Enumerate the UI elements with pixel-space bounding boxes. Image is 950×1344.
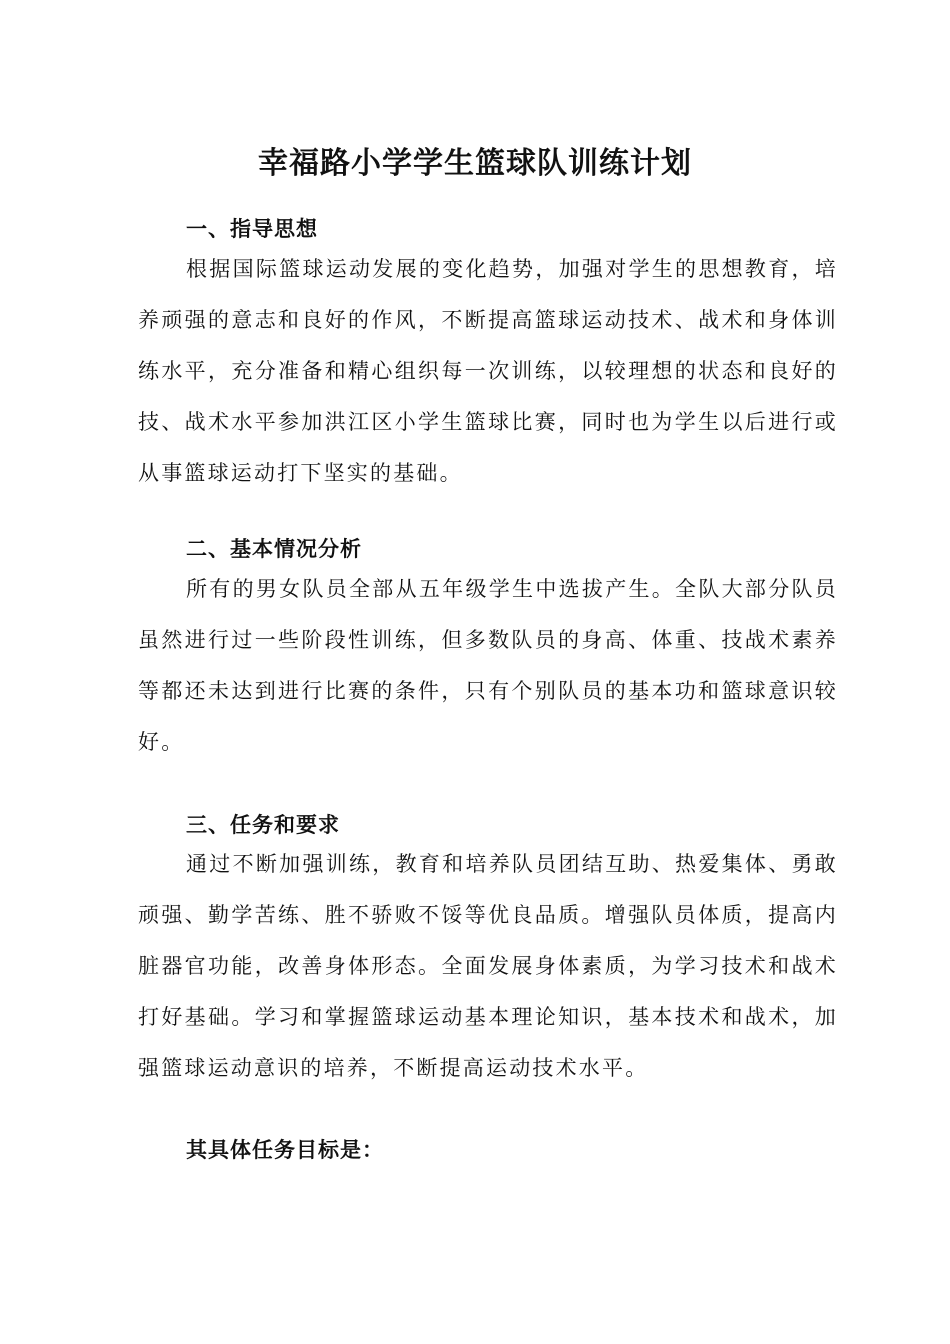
section-heading-tasks-requirements: 三、任务和要求 — [186, 813, 340, 837]
subheading-specific-goals: 其具体任务目标是： — [186, 1138, 384, 1162]
section-body-tasks-requirements: 通过不断加强训练，教育和培养队员团结互助、热爱集体、勇敢顽强、勤学苦练、胜不骄败不馁等优良品质。增强队员体质，提高内脏器官功能，改善身体形态。全面发展身体素质，为学习技术和战术打好基础。学习和掌握篮球运动基本理论知识，基本技术和战术，加强篮球运动意识的培养，不断提高运动技术水平。 — [138, 852, 838, 1080]
page-title: 幸福路小学学生篮球队训练计划 — [258, 146, 692, 181]
section-body-situation-analysis: 所有的男女队员全部从五年级学生中选拔产生。全队大部分队员虽然进行过一些阶段性训练，但多数队员的身高、体重、技战术素养等都还未达到进行比赛的条件，只有个别队员的基本功和篮球意识较好。 — [138, 577, 838, 754]
section-body-guiding-principle: 根据国际篮球运动发展的变化趋势，加强对学生的思想教育，培养顽强的意志和良好的作风，不断提高篮球运动技术、战术和身体训练水平，充分准备和精心组织每一次训练，以较理想的状态和良好的技、战术水平参加洪江区小学生篮球比赛，同时也为学生以后进行或从事篮球运动打下坚实的基础。 — [138, 257, 838, 485]
section-heading-situation-analysis: 二、基本情况分析 — [186, 537, 362, 561]
section-heading-guiding-principle: 一、指导思想 — [186, 217, 318, 241]
